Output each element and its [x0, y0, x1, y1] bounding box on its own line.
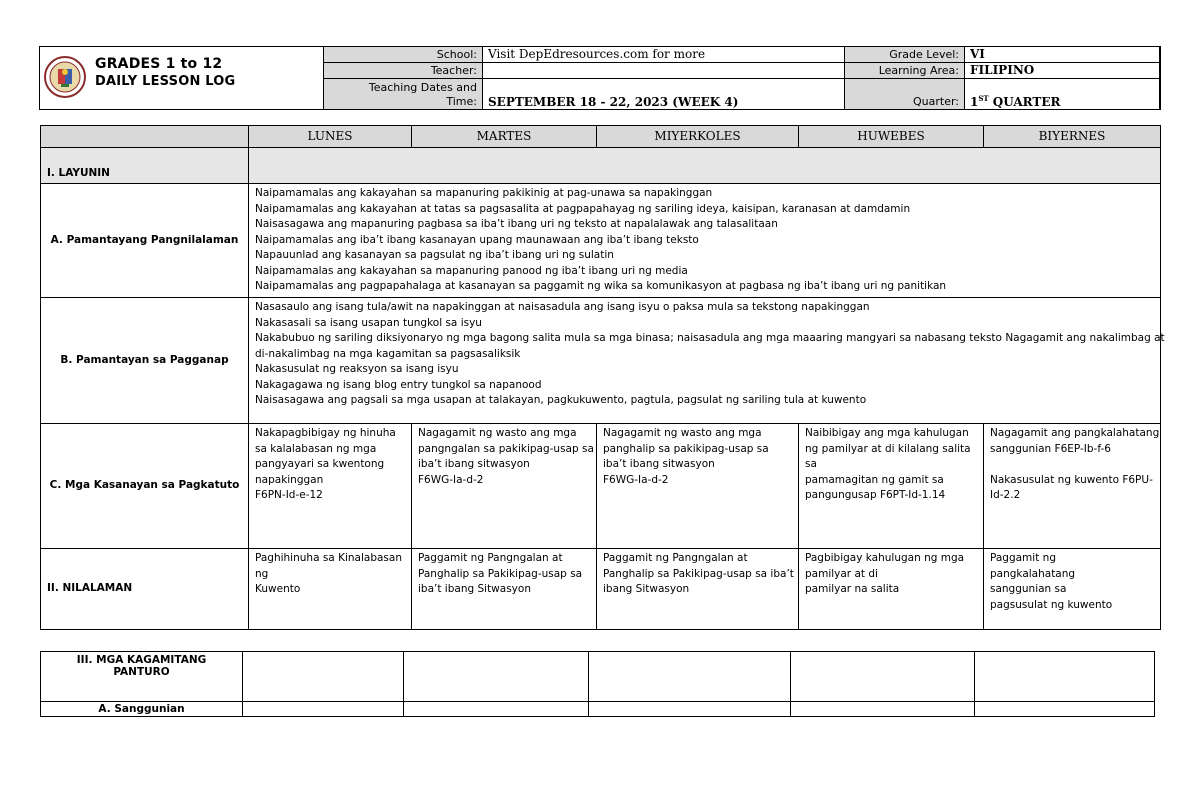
- kagamitan-martes: [404, 652, 589, 702]
- nilalaman-text: sanggunian sa: [990, 583, 1067, 595]
- dates-label: [324, 79, 483, 110]
- layunin-row: [41, 148, 1161, 184]
- nilalaman-miyerkoles: [597, 549, 799, 630]
- kasanayan-text: Id-2.2: [990, 489, 1021, 501]
- pamantayang-line: Napauunlad ang kasanayan sa pagsulat ng iba’t ibang uri ng sulatin: [255, 249, 614, 261]
- nilalaman-text: Panghalip sa Pakikipag-usap sa iba’t: [603, 567, 794, 580]
- sanggunian-martes: [404, 702, 589, 717]
- nilalaman-text: iba’t ibang Sitwasyon: [418, 583, 531, 595]
- pamantayang-line: Naipamamalas ang kakayahan at tatas sa pagsasalita at pagpapahayag ng sariling ideya, kaisipan, karanasan at damdamin: [255, 202, 911, 215]
- pagganap-label: B. Pamantayan sa Pagganap: [41, 298, 249, 424]
- nilalaman-label: II. NILALAMAN: [41, 549, 249, 630]
- kasanayan-text: ng pamilyar at di kilalang salita: [805, 442, 971, 455]
- nilalaman-text: ng: [255, 567, 269, 580]
- sanggunian-huwebes: [791, 702, 975, 717]
- kasanayan-text: Nagagamit ng wasto ang mga: [603, 427, 762, 439]
- kasanayan-lunes: [249, 424, 412, 549]
- sanggunian-miyerkoles: [589, 702, 791, 717]
- kasanayan-text: F6WG-Ia-d-2: [418, 473, 484, 486]
- pamantayang-row: [41, 184, 1161, 298]
- grade-value: VI: [965, 47, 1161, 63]
- kasanayan-text: iba’t ibang sitwasyon: [603, 458, 715, 470]
- area-value: FILIPINO: [965, 63, 1161, 79]
- sanggunian-row: [41, 702, 1155, 717]
- sanggunian-label: A. Sanggunian: [41, 702, 243, 717]
- nilalaman-text: Paggamit ng Pangngalan at: [603, 552, 748, 564]
- day-huwebes: HUWEBES: [799, 126, 984, 148]
- kasanayan-text: sanggunian F6EP-Ib-f-6: [990, 442, 1111, 455]
- nilalaman-text: Paggamit ng: [990, 552, 1056, 564]
- doc-title-line2: DAILY LESSON LOG: [95, 74, 236, 89]
- pamantayang-line: Naipamamalas ang kakayahan sa mapanuring pakikinig at pag-unawa sa napakinggan: [255, 187, 713, 199]
- kagamitan-biyernes: [975, 652, 1155, 702]
- kasanayan-text: iba’t ibang sitwasyon: [418, 458, 530, 470]
- days-header-row: [41, 126, 1161, 148]
- nilalaman-text: ibang Sitwasyon: [603, 583, 690, 595]
- quarter-label-text: Quarter:: [912, 95, 959, 108]
- school-value: Visit DepEdresources.com for more: [483, 47, 845, 63]
- area-label: Learning Area:: [845, 63, 965, 79]
- kasanayan-text: panghalip sa pakikipag-usap sa: [603, 442, 769, 455]
- nilalaman-huwebes: [799, 549, 984, 630]
- nilalaman-text: pangkalahatang: [990, 567, 1076, 580]
- doc-title-line1: GRADES 1 to 12: [95, 56, 223, 72]
- kasanayan-text: Naibibigay ang mga kahulugan: [805, 427, 969, 439]
- sanggunian-lunes: [243, 702, 404, 717]
- deped-seal-icon: [43, 50, 87, 104]
- pagganap-line: Nasasaulo ang isang tula/awit na napakinggan at naisasadula ang isang isyu o paksa mula sa tekstong napakinggan: [255, 301, 870, 313]
- kagamitan-miyerkoles: [589, 652, 791, 702]
- kasanayan-text: Nagagamit ang pangkalahatang: [990, 427, 1160, 439]
- nilalaman-biyernes: [984, 549, 1161, 630]
- nilalaman-text: pamilyar na salita: [805, 583, 900, 595]
- kagamitan-row: [41, 652, 1155, 702]
- day-miyerkoles: MIYERKOLES: [597, 126, 799, 148]
- pagganap-line: Nakasusulat ng reaksyon sa isang isyu: [255, 363, 459, 375]
- kasanayan-text: [990, 457, 1154, 473]
- nilalaman-text: Panghalip sa Pakikipag-usap sa: [418, 567, 583, 580]
- day-martes: MARTES: [412, 126, 597, 148]
- pamantayang-label: A. Pamantayang Pangnilalaman: [41, 184, 249, 298]
- school-label: School:: [324, 47, 483, 63]
- nilalaman-text: Kuwento: [255, 583, 301, 595]
- days-corner-cell: [41, 126, 249, 148]
- sanggunian-biyernes: [975, 702, 1155, 717]
- day-lunes: LUNES: [249, 126, 412, 148]
- nilalaman-martes: [412, 549, 597, 630]
- kasanayan-text: pangyayari sa kwentong: [255, 458, 385, 470]
- pamantayang-line: Naipamamalas ang pagpapahalaga at kasanayan sa paggamit ng wika sa komunikasyon at pagbasa ng iba’t ibang uri ng panitikan: [255, 280, 947, 292]
- kasanayan-text: Nagagamit ng wasto ang mga: [418, 427, 577, 439]
- nilalaman-text: pamilyar at di: [805, 567, 878, 580]
- quarter-rest: QUARTER: [988, 95, 1061, 109]
- nilalaman-text: Paggamit ng Pangngalan at: [418, 552, 563, 564]
- pagganap-row: [41, 298, 1161, 424]
- kagamitan-lunes: [243, 652, 404, 702]
- layunin-content: [249, 148, 1161, 184]
- nilalaman-row: [41, 549, 1161, 630]
- pagganap-line: Nakagagawa ng isang blog entry tungkol sa napanood: [255, 378, 542, 391]
- kasanayan-text: pamamagitan ng gamit sa: [805, 473, 944, 486]
- kasanayan-text: pangungusap F6PT-Id-1.14: [805, 489, 946, 501]
- pamantayang-line: Naipamamalas ang kakayahan sa mapanuring panood ng iba’t ibang uri ng media: [255, 264, 688, 277]
- nilalaman-lunes: [249, 549, 412, 630]
- quarter-num: 1: [970, 95, 979, 109]
- kasanayan-huwebes: [799, 424, 984, 549]
- quarter-value: [965, 79, 1161, 110]
- kasanayan-row: [41, 424, 1161, 549]
- grade-label: Grade Level:: [845, 47, 965, 63]
- pagganap-line: di-nakalimbag na mga kagamitan sa pagsasaliksik: [255, 347, 521, 360]
- quarter-sup: ST: [978, 94, 989, 103]
- nilalaman-text: Paghihinuha sa Kinalabasan: [255, 552, 402, 564]
- pamantayang-content: [249, 184, 1161, 298]
- lesson-log-table: [40, 125, 1165, 630]
- layunin-label: I. LAYUNIN: [41, 148, 249, 184]
- pagganap-line: Nakasasali sa isang usapan tungkol sa isyu: [255, 316, 482, 329]
- kasanayan-text: Nakapagbibigay ng hinuha: [255, 427, 396, 439]
- kasanayan-miyerkoles: [597, 424, 799, 549]
- kasanayan-label: C. Mga Kasanayan sa Pagkatuto: [41, 424, 249, 549]
- kagamitan-huwebes: [791, 652, 975, 702]
- kasanayan-text: napakinggan: [255, 473, 324, 486]
- dates-label-line1: Teaching Dates and: [368, 81, 477, 94]
- kagamitan-table: [40, 651, 1155, 717]
- kasanayan-text: sa: [805, 458, 817, 470]
- dates-label-line2: Time:: [446, 95, 477, 108]
- kasanayan-biyernes: [984, 424, 1161, 549]
- quarter-label: [845, 79, 965, 110]
- kasanayan-martes: [412, 424, 597, 549]
- kasanayan-text: Nakasusulat ng kuwento F6PU-: [990, 473, 1153, 486]
- teacher-value: [483, 63, 845, 79]
- pagganap-content: [249, 298, 1165, 424]
- nilalaman-text: pagsusulat ng kuwento: [990, 598, 1113, 611]
- dates-value: SEPTEMBER 18 - 22, 2023 (WEEK 4): [483, 79, 845, 110]
- kasanayan-text: sa kalalabasan ng mga: [255, 442, 377, 455]
- day-biyernes: BIYERNES: [984, 126, 1161, 148]
- kasanayan-text: F6PN-Id-e-12: [255, 489, 323, 501]
- kasanayan-text: F6WG-Ia-d-2: [603, 473, 669, 486]
- kagamitan-label: III. MGA KAGAMITANG PANTURO: [41, 652, 243, 702]
- pamantayang-line: Naisasagawa ang mapanuring pagbasa sa iba’t ibang uri ng teksto at napalalawak ang talasalitaan: [255, 218, 778, 230]
- pagganap-line: Naisasagawa ang pagsali sa mga usapan at talakayan, pagkukuwento, pagtula, pagsulat ng sariling tula at kuwento: [255, 394, 867, 406]
- pagganap-line: Nakabubuo ng sariling diksiyonaryo ng mga bagong salita mula sa mga binasa; naisasadula ang mga maaaring mangyari sa nabasang teksto Nagagamit ang nakalimbag at: [255, 332, 1165, 344]
- kasanayan-text: pangngalan sa pakikipag-usap sa: [418, 442, 594, 455]
- pamantayang-line: Naipamamalas ang iba’t ibang kasanayan upang maunawaan ang iba’t ibang teksto: [255, 233, 699, 246]
- nilalaman-text: Pagbibigay kahulugan ng mga: [805, 552, 965, 564]
- header-info-table: [323, 46, 1161, 110]
- teacher-label: Teacher:: [324, 63, 483, 79]
